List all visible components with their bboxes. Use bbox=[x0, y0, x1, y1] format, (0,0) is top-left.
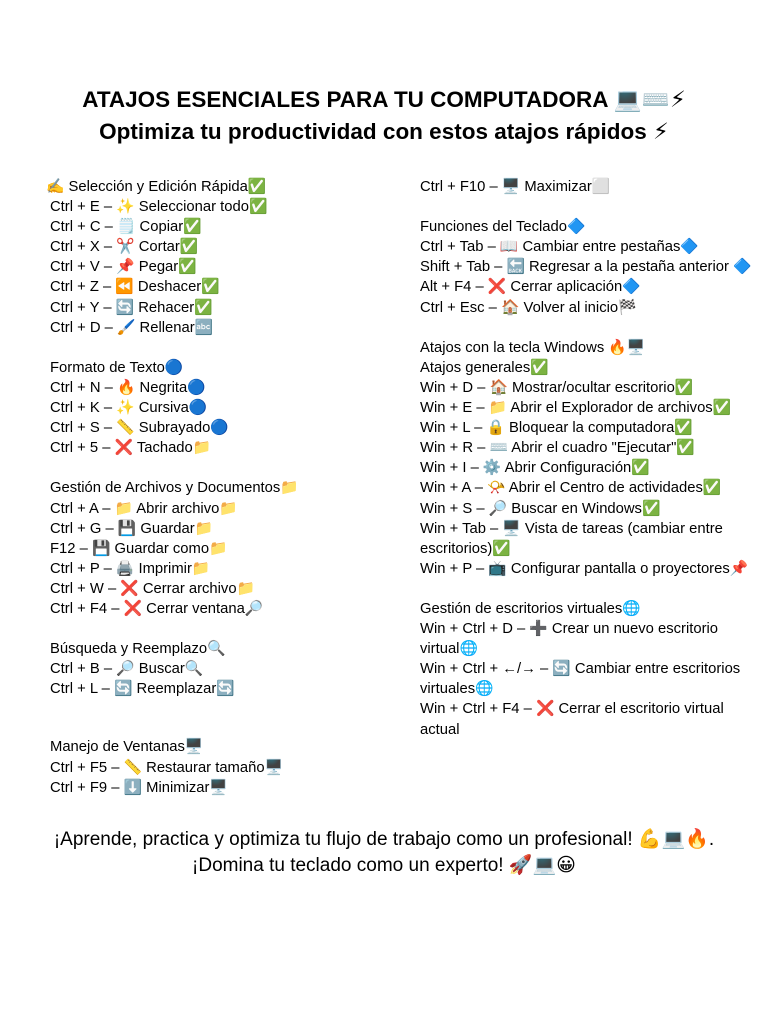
section-heading-teclado: Funciones del Teclado🔷 bbox=[420, 219, 586, 236]
shortcut-item: Win + R – ⌨️ Abrir el cuadro "Ejecutar"✅ bbox=[420, 440, 695, 457]
shortcut-item: Ctrl + 5 – ❌ Tachado📁 bbox=[50, 440, 212, 457]
shortcut-item: Ctrl + F4 – ❌ Cerrar ventana🔎 bbox=[50, 600, 264, 617]
left-column bbox=[46, 177, 386, 798]
spacer bbox=[416, 318, 752, 338]
section-heading-busqueda: Búsqueda y Reemplazo🔍 bbox=[50, 641, 226, 658]
right-column bbox=[416, 177, 752, 740]
shortcut-item: Ctrl + X – ✂️ Cortar✅ bbox=[50, 239, 199, 256]
shortcut-item: Ctrl + N – 🔥 Negrita🔵 bbox=[50, 379, 206, 396]
section-subheading-generales: Atajos generales✅ bbox=[420, 359, 549, 376]
shortcut-item: Ctrl + G – 💾 Guardar📁 bbox=[50, 520, 214, 537]
shortcut-item: Ctrl + V – 📌 Pegar✅ bbox=[50, 259, 197, 276]
shortcut-item: Win + A – 📯 Abrir el Centro de actividades✅ bbox=[420, 480, 722, 497]
shortcut-item: Win + Tab – 🖥️ Vista de tareas (cambiar entre escritorios)✅ bbox=[420, 520, 723, 557]
shortcut-item: Ctrl + F5 – 📏 Restaurar tamaño🖥️ bbox=[50, 759, 283, 776]
spacer bbox=[416, 579, 752, 599]
shortcut-item: Ctrl + E – ✨ Seleccionar todo✅ bbox=[50, 199, 268, 216]
shortcut-item: Ctrl + L – 🔄 Reemplazar🔄 bbox=[50, 681, 235, 698]
shortcut-item: Ctrl + K – ✨ Cursiva🔵 bbox=[50, 400, 208, 417]
shortcut-item: Ctrl + Esc – 🏠 Volver al inicio🏁 bbox=[420, 299, 637, 316]
shortcut-item: Win + E – 📁 Abrir el Explorador de archivos✅ bbox=[420, 400, 732, 417]
shortcut-item: Win + I – ⚙️ Abrir Configuración✅ bbox=[420, 460, 650, 477]
section-heading-seleccion: ✍️ Selección y Edición Rápida✅ bbox=[46, 179, 267, 195]
shortcut-item: Ctrl + Tab – 📖 Cambiar entre pestañas🔷 bbox=[420, 239, 699, 256]
section-heading-archivos: Gestión de Archivos y Documentos📁 bbox=[50, 480, 299, 497]
shortcut-item: Win + Ctrl + F4 – ❌ Cerrar el escritorio virtual actual bbox=[420, 701, 724, 738]
shortcut-item: Ctrl + P – 🖨️ Imprimir📁 bbox=[50, 560, 211, 577]
shortcut-item: Win + L – 🔒 Bloquear la computadora✅ bbox=[420, 420, 693, 437]
shortcut-item: Alt + F4 – ❌ Cerrar aplicación🔷 bbox=[420, 279, 641, 296]
shortcut-item: F12 – 💾 Guardar como📁 bbox=[50, 540, 228, 557]
shortcut-item: Win + Ctrl + ←/→ – 🔄 Cambiar entre escritorios virtuales🌐 bbox=[420, 661, 741, 698]
shortcut-item: Ctrl + F10 – 🖥️ Maximizar⬜ bbox=[420, 179, 611, 195]
shortcut-item: Win + D – 🏠 Mostrar/ocultar escritorio✅ bbox=[420, 379, 694, 396]
section-heading-ventanas: Manejo de Ventanas🖥️ bbox=[50, 739, 204, 756]
shortcut-item: Ctrl + S – 📏 Subrayado🔵 bbox=[50, 420, 229, 437]
section-heading-formato: Formato de Texto🔵 bbox=[50, 359, 184, 376]
spacer bbox=[46, 699, 386, 737]
section-heading-windows: Atajos con la tecla Windows 🔥🖥️ bbox=[420, 339, 646, 356]
footer-line-2: ¡Domina tu teclado como un experto! 🚀💻😀 bbox=[192, 855, 576, 876]
section-heading-escritorios: Gestión de escritorios virtuales🌐 bbox=[420, 600, 641, 617]
shortcut-item: Shift + Tab – 🔙 Regresar a la pestaña anterior 🔷 bbox=[420, 259, 752, 276]
page-subtitle: Optimiza tu productividad con estos atajos rápidos ⚡ bbox=[99, 119, 669, 144]
shortcut-item: Win + Ctrl + D – ➕ Crear un nuevo escritorio virtual🌐 bbox=[420, 621, 719, 658]
shortcut-item: Ctrl + C – 🗒️ Copiar✅ bbox=[50, 219, 202, 236]
spacer bbox=[46, 458, 386, 478]
page-title: ATAJOS ESENCIALES PARA TU COMPUTADORA 💻⌨️⚡ bbox=[82, 87, 686, 112]
shortcut-item: Ctrl + Y – 🔄 Rehacer✅ bbox=[50, 299, 213, 316]
shortcut-item: Ctrl + F9 – ⬇️ Minimizar🖥️ bbox=[50, 779, 228, 796]
shortcut-item: Ctrl + B – 🔎 Buscar🔍 bbox=[50, 661, 204, 678]
shortcut-item: Ctrl + A – 📁 Abrir archivo📁 bbox=[50, 500, 238, 517]
spacer bbox=[46, 338, 386, 358]
shortcut-item: Ctrl + Z – ⏪ Deshacer✅ bbox=[50, 279, 220, 296]
spacer bbox=[416, 197, 752, 217]
shortcut-item: Win + S – 🔎 Buscar en Windows✅ bbox=[420, 500, 661, 517]
spacer bbox=[46, 619, 386, 639]
shortcut-item: Ctrl + D – 🖌️ Rellenar🔤 bbox=[50, 319, 214, 336]
footer-line-1: ¡Aprende, practica y optimiza tu flujo de trabajo como un profesional! 💪💻🔥. bbox=[53, 829, 715, 850]
shortcut-item: Win + P – 📺 Configurar pantalla o proyectores📌 bbox=[420, 560, 749, 577]
shortcut-item: Ctrl + W – ❌ Cerrar archivo📁 bbox=[50, 580, 255, 597]
